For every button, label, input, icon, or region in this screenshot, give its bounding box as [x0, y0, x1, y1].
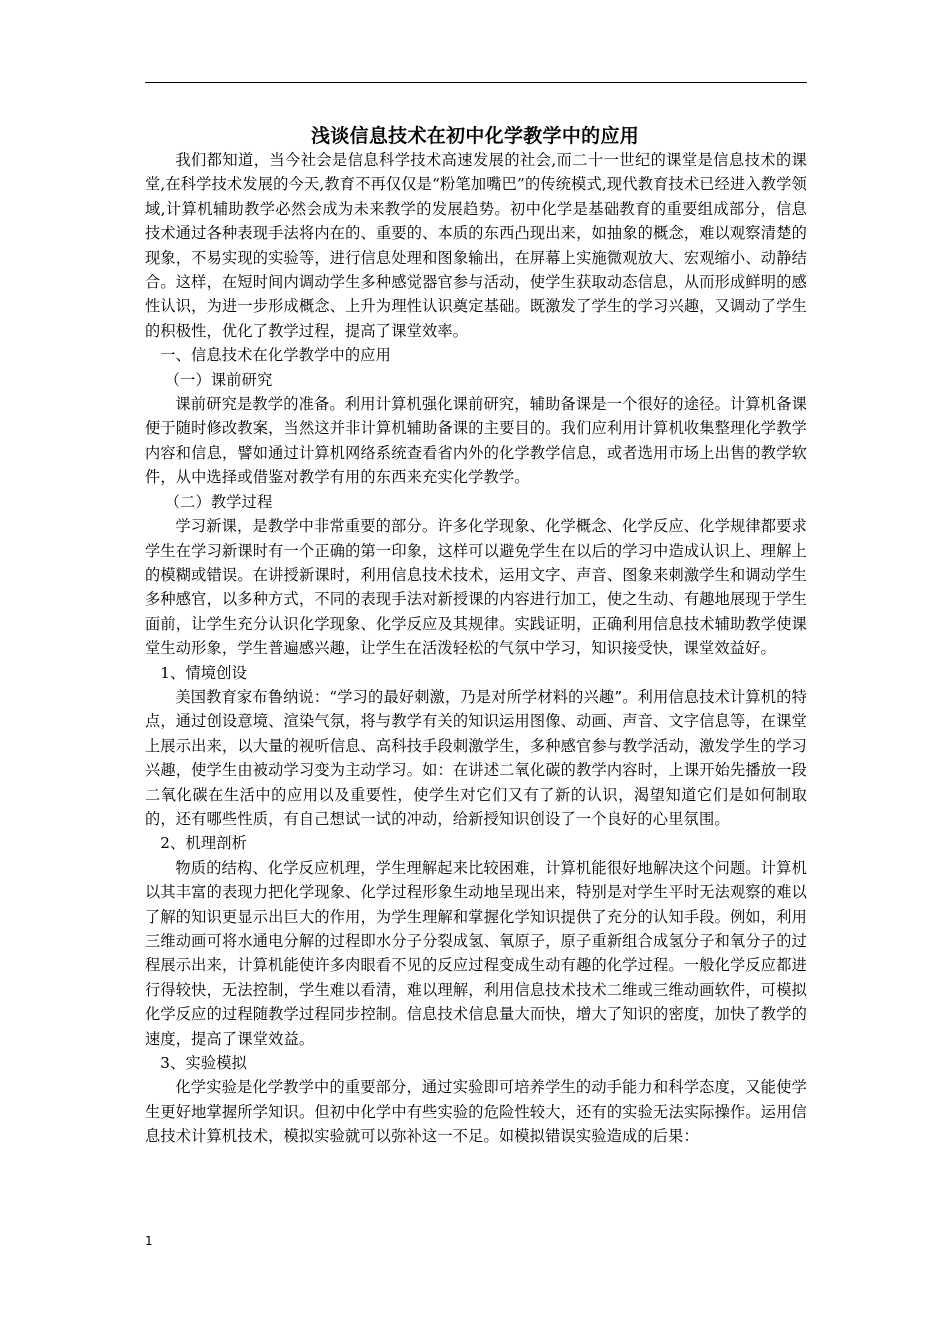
- subsection-heading-pre-class: （一）课前研究: [164, 370, 273, 389]
- page-title: 浅谈信息技术在初中化学教学中的应用: [310, 125, 640, 147]
- section-heading-1: 一、信息技术在化学教学中的应用: [160, 346, 391, 365]
- item-heading-mechanism: 2、机理剖析: [160, 834, 247, 853]
- paragraph-intro: 我们都知道，当今社会是信息科学技术高速发展的社会,而二十一世纪的课堂是信息技术的课堂,在科学技术发展的今天,教育不再仅仅是“粉笔加嘴巴”的传统模式,现代教育技术已经进入教学领域,计算机辅助教学必然会成为未来教学的发展趋势。初中化学是基础教育的重要组成部分，信息技术通过各种表现手法将内在的、重要的、本质的东西凸现出来，如抽象的概念，难以观察清楚的现象，不易实现的实验等，进行信息处理和图象输出，在屏幕上实施微观放大、宏观缩小、动静结合。这样，在短时间内调动学生多种感觉器官参与活动，使学生获取动态信息，从而形成鲜明的感性认识，为进一步形成概念、上升为理性认识奠定基础。既激发了学生的学习兴趣，又调动了学生的积极性，优化了教学过程，提高了课堂效率。: [145, 151, 807, 340]
- item-heading-scenario: 1、情境创设: [160, 663, 247, 682]
- paragraph-scenario: 美国教育家布鲁纳说：“学习的最好刺激，乃是对所学材料的兴趣”。利用信息技术计算机的特点，通过创设意境、渲染气氛，将与教学有关的知识运用图像、动画、声音、文字信息等，在课堂上展示出来，以大量的视听信息、高科技手段刺激学生，多种感官参与教学活动，激发学生的学习兴趣，使学生由被动学习变为主动学习。如：在讲述二氧化碳的教学内容时，上课开始先播放一段二氧化碳在生活中的应用以及重要性，使学生对它们又有了新的认识，渴望知道它们是如何制取的，还有哪些性质，有自己想试一试的冲动，给新授知识创设了一个良好的心里氛围。: [145, 687, 807, 828]
- paragraph-mechanism: 物质的结构、化学反应机理，学生理解起来比较困难，计算机能很好地解决这个问题。计算机以其丰富的表现力把化学现象、化学过程形象生动地呈现出来，特别是对学生平时无法观察的难以了解的知识更显示出巨大的作用，为学生理解和掌握化学知识提供了充分的认知手段。例如，利用三维动画可将水通电分解的过程即水分子分裂成氢、氧原子，原子重新组合成氢分子和氧分子的过程展示出来，计算机能使许多肉眼看不见的反应过程变成生动有趣的化学过程。一般化学反应都进行得较快，无法控制，学生难以看清，难以理解，利用信息技术技术二维或三维动画软件，可模拟化学反应的过程随教学过程同步控制。信息技术信息量大而快，增大了知识的密度，加快了教学的速度，提高了课堂效益。: [145, 858, 807, 1048]
- subsection-heading-teaching: （二）教学过程: [164, 492, 273, 511]
- paragraph-pre-class: 课前研究是教学的准备。利用计算机强化课前研究，辅助备课是一个很好的途径。计算机备课便于随时修改教案，当然这并非计算机辅助备课的主要目的。我们应利用计算机收集整理化学教学内容和信息，譬如通过计算机网络系统查看省内外的化学教学信息，或者选用市场上出售的教学软件，从中选择或借鉴对教学有用的东西来充实化学教学。: [145, 395, 807, 487]
- paragraph-experiment: 化学实验是化学教学中的重要部分，通过实验即可培养学生的动手能力和科学态度，又能使学生更好地掌握所学知识。但初中化学中有些实验的危险性较大，还有的实验无法实际操作。运用信息技术计算机技术，模拟实验就可以弥补这一不足。如模拟错误实验造成的后果：: [145, 1078, 807, 1146]
- paragraph-teaching: 学习新课，是教学中非常重要的部分。许多化学现象、化学概念、化学反应、化学规律都要求学生在学习新课时有一个正确的第一印象，这样可以避免学生在以后的学习中造成认识上、理解上的模糊或错误。在讲授新课时，利用信息技术技术，运用文字、声音、图象来刺激学生和调动学生多种感官，以多种方式，不同的表现手法对新授课的内容进行加工，使之生动、有趣地展现于学生面前，让学生充分认识化学现象、化学反应及其规律。实践证明，正确利用信息技术辅助教学使课堂生动形象，学生普遍感兴趣，让学生在活泼轻松的气氛中学习，知识接受快，课堂效益好。: [145, 517, 807, 658]
- item-heading-experiment: 3、实验模拟: [160, 1054, 247, 1073]
- document-body: [145, 148, 807, 1149]
- page-number: 1: [145, 1234, 153, 1248]
- header-rule: [145, 82, 807, 83]
